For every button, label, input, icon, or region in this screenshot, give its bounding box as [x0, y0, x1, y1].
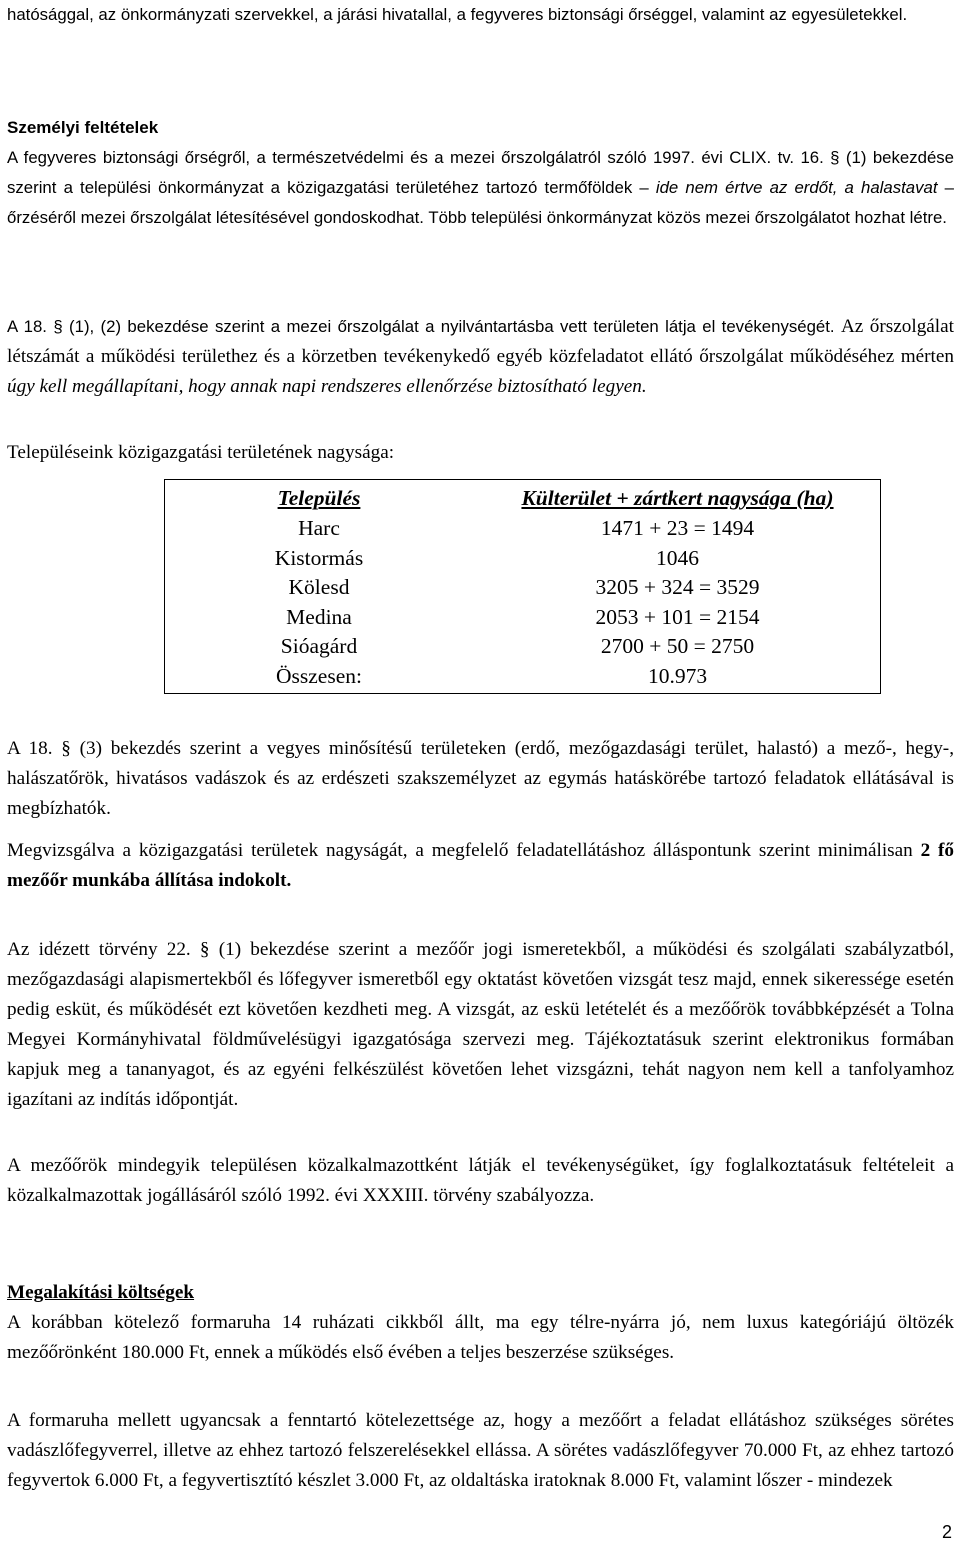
table-row	[164, 573, 881, 603]
intro-paragraph	[7, 0, 954, 30]
cell-area: 10.973	[647, 663, 708, 688]
cell-area: 1046	[656, 545, 699, 570]
cell-area: 2700 + 50 = 2750	[600, 634, 755, 658]
cell-settlement: Sióagárd	[280, 634, 358, 658]
cell-area: 1471 + 23 = 1494	[600, 516, 755, 540]
costs-paragraph-1: A korábban kötelező formaruha 14 ruházati cikkből állt, ma egy télre-nyárra jó, nem luxus kategóriájú öltözék mezőőrönként 180.000 Ft, ennek a működés első évében a teljes beszerzése szükséges.	[7, 1312, 954, 1363]
p1-rest-text: őrzéséről mezei őrszolgálat létesítésével gondoskodhat. Több települési önkormányzat közös mezei őrszolgálatot hozhat létre.	[7, 208, 947, 227]
costs-paragraph-2: A formaruha mellett ugyancsak a fenntartó kötelezettsége az, hogy a mezőőrt a feladat ellátáshoz szükséges sörétes vadászlőfegyverrel, illetve az ehhez tartozó felszerelésekkel ellássa. A sörétes vadászlőfegyver 70.000 Ft, az ehhez tartozó fegyvertok 6.000 Ft, a fegyvertisztító készlet 3.000 Ft, az oldaltáska iratoknak 8.000 Ft, valamint lőszer - mindezek	[7, 1410, 954, 1491]
p1-text: A fegyveres biztonsági őrségről, a természetvédelmi és a mezei őrszolgálatról szóló 1997. évi CLIX. tv. 16. § (1) bekezdése szerint a települési önkormányzat a közigazgatási területéhez tartozó termőföldek	[7, 148, 954, 197]
after-table-paragraph-3: Az idézett törvény 22. § (1) bekezdése szerint a mezőőr jogi ismeretekből, a működési és szolgálati szabályzatból, mezőgazdasági alapismertekből és lőfegyver ismeretből egy oktatást követően vizsgát tesz majd, ennek sikeressége esetén pedig esküt, és működését ezt követően kezdheti meg. A vizsgát, az eskü letételét és a mezőőrök továbbképzését a Tolna Megyei Kormányhivatal földművelésügyi igazgatósága szervezi meg. Tájékoztatásuk szerint elektronikus formában kapjuk meg a tananyagot, és az egyéni felkészülést követően lehet vizsgázni, tehát nagyon nem kell a tanfolyamhoz igazítani az indítás időpontját.	[7, 939, 954, 1110]
area-table	[164, 482, 881, 691]
after-table-paragraph-1: A 18. § (3) bekezdés szerint a vegyes minősítésű területeken (erdő, mezőgazdasági terület, halastó) a mező-, hegy-, halászatőrök, hivatásos vadászok és az erdészeti szakszemélyzet az egymás hatáskörébe tartozó feladatok ellátásával is megbízhatók.	[7, 738, 954, 819]
p2b-text: Az őrszolgálat létszámát a működési területhez és a körzetben tevékenykedő egyéb közfeladatot ellátó őrszolgálat működéséhez mérten	[7, 316, 954, 367]
table-row	[164, 544, 881, 574]
p2a-text: A 18. § (1), (2) bekezdése szerint a mezei őrszolgálat a nyilvántartásba vett területen látja el tevékenységét.	[7, 317, 835, 336]
p1-italic-text: ide nem értve az erdőt, a halastavat	[655, 178, 938, 197]
costs-heading: Megalakítási költségek	[7, 1282, 195, 1303]
col-header-settlement: Település	[277, 486, 361, 510]
page-number: 2	[941, 1522, 952, 1542]
table-row	[164, 514, 881, 544]
p4-bold-text: 2 fő mezőőr munkába állítása indokolt.	[7, 840, 955, 891]
table-row-total	[164, 662, 881, 692]
cell-area: 3205 + 324 = 3529	[595, 575, 760, 599]
col-header-area: Külterület + zártkert nagysága (ha)	[521, 486, 834, 510]
personal-heading: Személyi feltételek	[7, 118, 159, 137]
after-table-paragraph-4: A mezőőrök mindegyik településen közalkalmazottként látják el tevékenységüket, így foglalkoztatásuk feltételeit a közalkalmazottak jogállásáról szóló 1992. évi XXXIII. törvény szabályozza.	[7, 1155, 954, 1206]
cell-settlement: Harc	[298, 516, 340, 540]
personal-paragraph-1: A fegyveres biztonsági őrségről, a természetvédelmi és a mezei őrszolgálatról szóló 1997. évi CLIX. tv. 16. § (1) bekezdése szerint a települési önkormányzat a közigazgatási területéhez tartozó termőföldek – ide nem értve az erdőt, a halastavat – őrzéséről mezei őrszolgálat létesítésével gondoskodhat. Több települési önkormányzat közös mezei őrszolgálatot hozhat létre.	[7, 148, 954, 227]
after-table-paragraph-2	[7, 836, 954, 896]
cell-settlement: Összesen:	[276, 663, 362, 688]
cell-settlement: Kistormás	[274, 545, 364, 570]
personal-paragraph-2	[7, 312, 954, 402]
intro-text: hatósággal, az önkormányzati szervekkel, a járási hivatallal, a fegyveres biztonsági őrséggel, valamint az egyesületekkel.	[7, 5, 908, 24]
p4-text: Megvizsgálva a közigazgatási területek nagyságát, a megfelelő feladatellátáshoz álláspontunk szerint minimálisan	[7, 840, 913, 861]
table-intro: Településeink közigazgatási területének nagysága:	[7, 442, 395, 463]
table-header-row	[164, 482, 881, 514]
p2-italic-text: úgy kell megállapítani, hogy annak napi rendszeres ellenőrzése biztosítható legyen.	[7, 376, 647, 397]
cell-area: 2053 + 101 = 2154	[595, 604, 760, 629]
cell-settlement: Kölesd	[288, 575, 350, 599]
table-row	[164, 603, 881, 633]
cell-settlement: Medina	[286, 604, 352, 629]
table-row	[164, 632, 881, 662]
